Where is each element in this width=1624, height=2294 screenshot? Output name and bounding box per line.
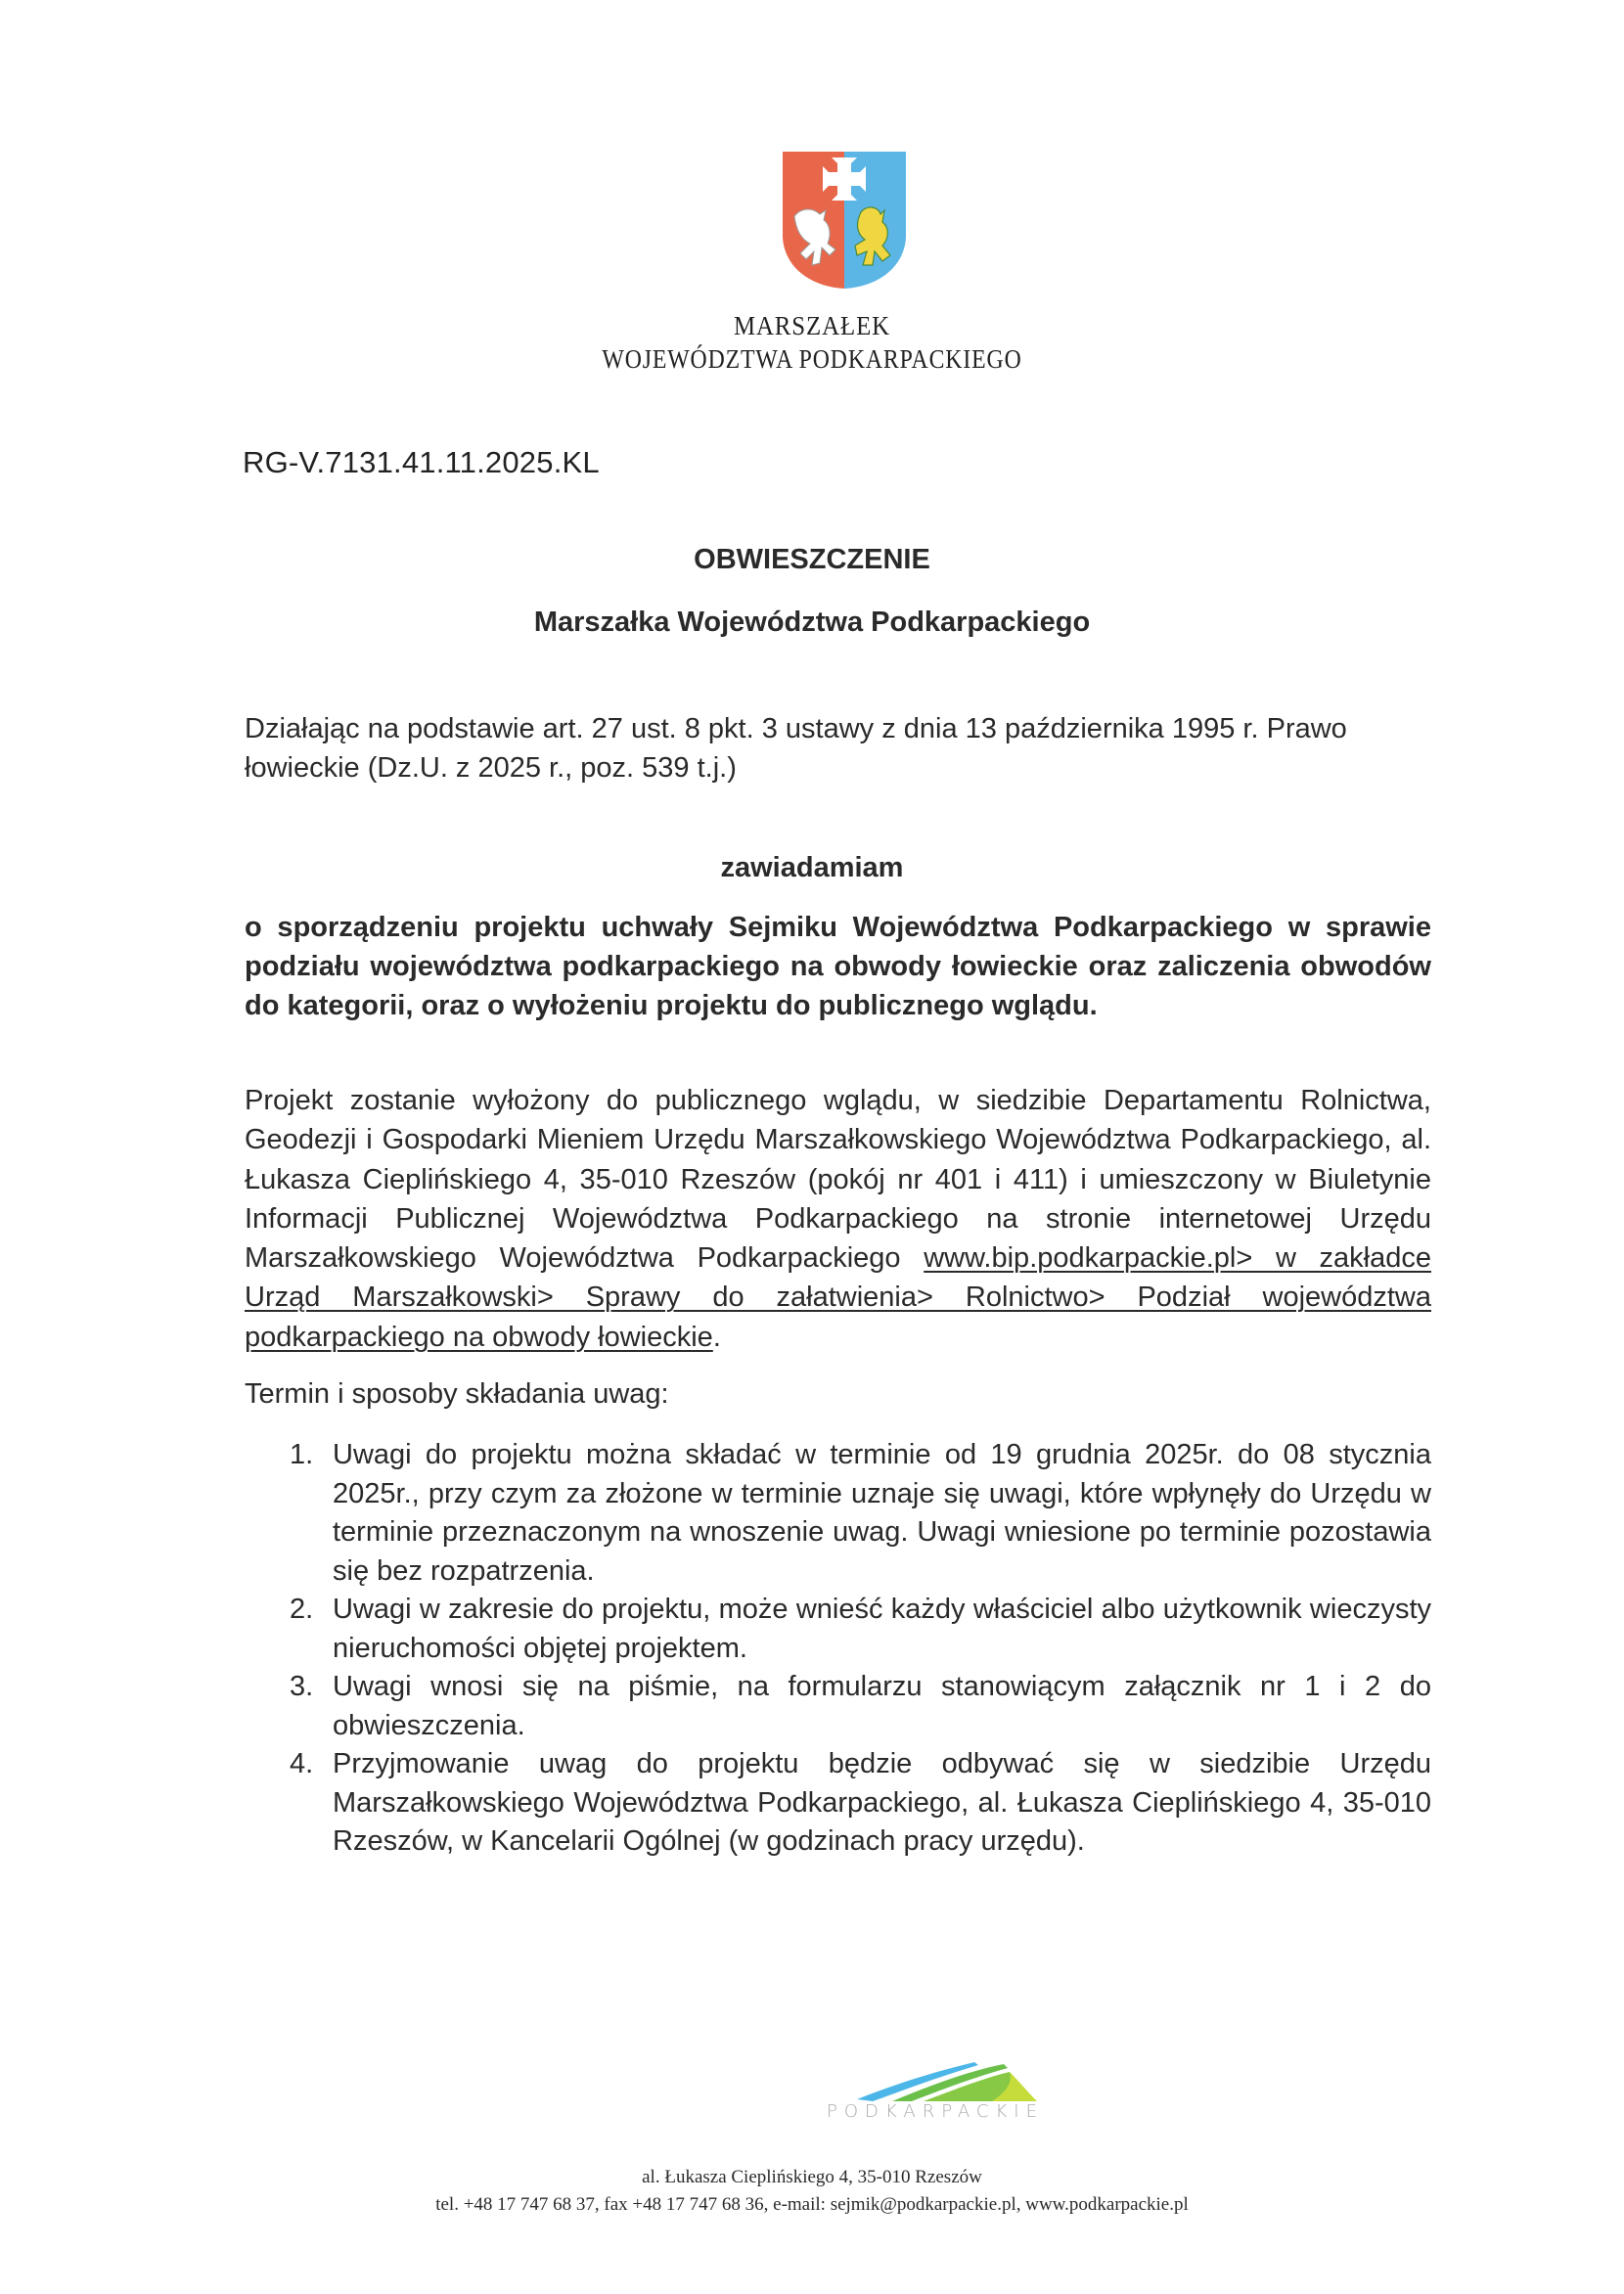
list-item-number: 3.	[290, 1671, 314, 1702]
podkarpackie-logo	[818, 2054, 1053, 2142]
footer-contact-line: tel. +48 17 747 68 37, fax +48 17 747 68 36, e-mail: sejmik@podkarpackie.pl, www.podkarpackie.pl	[435, 2194, 1189, 2215]
list-item	[284, 1745, 1431, 1862]
notice-subject: o sporządzeniu projektu uchwały Sejmiku Województwa Podkarpackiego w sprawie podziału województwa podkarpackiego na obwody łowieckie oraz zaliczenia obwodów do kategorii, oraz o wyłożeniu projektu do publicznego wglądu.	[245, 912, 1431, 1021]
list-item-text: Uwagi do projektu można składać w terminie od 19 grudnia 2025r. do 08 stycznia 2025r., przy czym za złożone w terminie uznaje się uwagi, które wpłynęły do Urzędu w terminie przeznaczonym na wnoszenie uwag. Uwagi wniesione po terminie pozostawia się bez rozpatrzenia.	[333, 1439, 1431, 1587]
bip-link[interactable]: www.bip.podkarpackie.pl> w zakładce Urząd Marszałkowski> Sprawy do załatwienia> Rolnictwo> Podział województwa podkarpackiego na obwody łowieckie	[245, 1242, 1431, 1353]
list-item-number: 1.	[290, 1439, 314, 1470]
reference-number: RG-V.7131.41.11.2025.KL	[243, 445, 600, 479]
terms-heading: Termin i sposoby składania uwag:	[245, 1378, 669, 1410]
issuer-title-line2: WOJEWÓDZTWA PODKARPACKIEGO	[602, 344, 1022, 374]
publication-text: Projekt zostanie wyłożony do publicznego wglądu, w siedzibie Departamentu Rolnictwa, Geodezji i Gospodarki Mieniem Urzędu Marszałkowskiego Województwa Podkarpackiego, al. Łukasza Cieplińskiego 4, 35-010 Rzeszów (pokój nr 401 i 411) i umieszczony w Biuletynie Informacji Publicznej Województwa Podkarpackiego na stronie internetowej Urzędu Marszałkowskiego Województwa Podkarpackiego	[245, 1085, 1431, 1275]
document-title: OBWIESZCZENIE	[694, 544, 930, 575]
issuer-title-line1: MARSZAŁEK	[733, 311, 891, 340]
list-item-text: Uwagi w zakresie do projektu, może wnieść każdy właściciel albo użytkownik wieczysty nieruchomości objętej projektem.	[333, 1594, 1431, 1664]
list-item	[284, 1436, 1431, 1591]
list-item-number: 4.	[290, 1748, 314, 1779]
podkarpackie-coat-of-arms-icon	[781, 150, 908, 291]
list-item	[284, 1591, 1431, 1668]
document-subtitle: Marszałka Województwa Podkarpackiego	[533, 607, 1091, 638]
list-item-number: 2.	[290, 1594, 314, 1625]
list-item-text: Przyjmowanie uwag do projektu będzie odbywać się w siedzibie Urzędu Marszałkowskiego Województwa Podkarpackiego, al. Łukasza Cieplińskiego 4, 35-010 Rzeszów, w Kancelarii Ogólnej (w godzinach pracy urzędu).	[333, 1748, 1431, 1857]
legal-basis-paragraph: Działając na podstawie art. 27 ust. 8 pkt. 3 ustawy z dnia 13 października 1995 r. Prawo łowieckie (Dz.U. z 2025 r., poz. 539 t.j.)	[245, 713, 1347, 784]
logo-wordmark: PODKARPACKIE	[827, 2101, 1044, 2122]
footer-address: al. Łukasza Cieplińskiego 4, 35-010 Rzeszów	[642, 2167, 982, 2187]
notification-verb: zawiadamiam	[720, 852, 904, 883]
list-item	[284, 1668, 1431, 1745]
terms-list	[284, 1436, 1431, 1862]
publication-paragraph	[245, 1081, 1431, 1357]
publication-trailing: .	[712, 1321, 721, 1353]
list-item-text: Uwagi wnosi się na piśmie, na formularzu stanowiącym załącznik nr 1 i 2 do obwieszczenia.	[333, 1671, 1431, 1741]
